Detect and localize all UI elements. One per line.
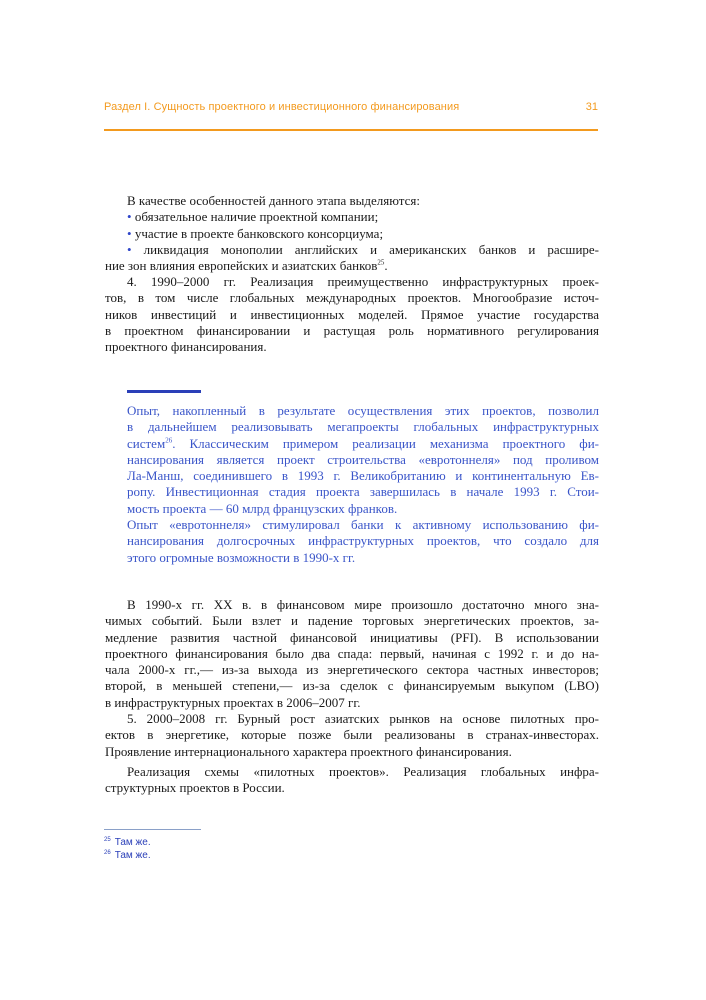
- bullet-icon: •: [127, 225, 132, 241]
- nineties-paragraph: [105, 597, 599, 797]
- bullet-icon: •: [127, 241, 132, 257]
- footnotes: [104, 836, 151, 862]
- footnote-ref-25[interactable]: 25: [377, 258, 385, 267]
- quote-line: систем$^{26}$. Классическим примером реализации механизма проектного фи-: [127, 435, 599, 451]
- footnote-divider: [104, 829, 201, 830]
- paragraph-line: второй, в меньшей степени,— из-за сделок с финансируемым выкупом (LBO): [105, 678, 599, 694]
- paragraph-line: структурных проектов в России.: [105, 780, 285, 796]
- paragraph-line: 5. 2000–2008 гг. Бурный рост азиатских рынков на основе пилотных про-: [127, 711, 599, 727]
- paragraph-line: тов, в том числе глобальных международных проектов. Многообразие источ-: [105, 290, 599, 306]
- footnote-25: $^{25}$ Там же.: [104, 836, 151, 848]
- quote-line: Опыт, накопленный в результате осуществления этих проектов, позволил: [127, 403, 599, 418]
- quote-line: Ла-Манш, соединившего в 1993 г. Великобританию и континентальную Ев-: [127, 468, 599, 484]
- quote-line: этого огромные возможности в 1990-х гг.: [127, 549, 356, 565]
- paragraph-line: 4. 1990–2000 гг. Реализация преимущественно инфраструктурных проек-: [127, 274, 599, 289]
- features-list-item: • ликвидация монополии английских и американских банков и расшире-: [127, 241, 599, 257]
- footnote-26: $^{26}$ Там же.: [104, 849, 151, 861]
- stage-4-paragraph: [105, 274, 599, 355]
- features-list-item: • обязательное наличие проектной компании;: [127, 209, 379, 225]
- features-paragraph: [105, 193, 599, 274]
- page-number: 31: [585, 101, 598, 113]
- paragraph-line: в инфраструктурных проектах в 2006–2007 гг.: [105, 694, 361, 710]
- quote-line: в дальнейшем реализовывать мегапроекты глобальных инфраструктурных: [127, 419, 599, 435]
- paragraph-line: В 1990-х гг. XX в. в финансовом мире произошло достаточно много зна-: [127, 597, 599, 612]
- features-intro: В качестве особенностей данного этапа выделяются:: [127, 193, 420, 208]
- features-list-item: • участие в проекте банковского консорциума;: [127, 225, 384, 241]
- bullet-icon: •: [127, 209, 132, 225]
- footnote-ref-26[interactable]: 26: [165, 436, 173, 445]
- quote-line: мость проекта — 60 млрд французских франков.: [127, 500, 398, 516]
- paragraph-line: чала 2000-х гг.,— из-за выхода из энергетического сектора частных инвесторов;: [105, 662, 599, 678]
- quote-line: нансирования долгосрочных инфраструктурных проектов, что создало для: [127, 533, 599, 549]
- quote-line: нансирования является проект строительства «евротоннеля» под проливом: [127, 451, 599, 467]
- page-header: [104, 101, 598, 131]
- running-header-title: Раздел I. Сущность проектного и инвестиционного финансирования: [104, 101, 460, 113]
- paragraph-line: Реализация схемы «пилотных проектов». Реализация глобальных инфра-: [127, 763, 599, 779]
- paragraph-line: ектов в энергетике, которые позже были реализованы в странах-инвесторах.: [105, 727, 599, 743]
- paragraph-line: медление развития частной финансовой инициативы (PFI). В использовании: [105, 629, 599, 645]
- quote-divider: [127, 390, 201, 393]
- features-list-item-continued: ние зон влияния европейских и азиатских банков$^{25}$.: [105, 258, 388, 274]
- quote-line: Опыт «евротоннеля» стимулировал банки к активному использованию фи-: [127, 517, 599, 533]
- paragraph-line: Проявление интернационального характера проектного финансирования.: [105, 743, 512, 759]
- paragraph-line: ников инвестиций и инвестиционных моделей. Прямое участие государства: [105, 306, 599, 322]
- paragraph-line: проектного финансирования было два спада: первый, начиная с 1992 г. и до на-: [105, 645, 599, 661]
- paragraph-line: в проектном финансировании и растущая роль нормативного регулирования: [105, 322, 599, 338]
- quote-line: ропу. Инвестиционная стадия проекта завершилась в начале 1993 г. Стои-: [127, 484, 599, 500]
- eurotunnel-quote-block: [127, 403, 599, 566]
- paragraph-line: проектного финансирования.: [105, 339, 267, 355]
- paragraph-line: чимых событий. Были взлет и падение торговых энергетических проектов, за-: [105, 613, 599, 629]
